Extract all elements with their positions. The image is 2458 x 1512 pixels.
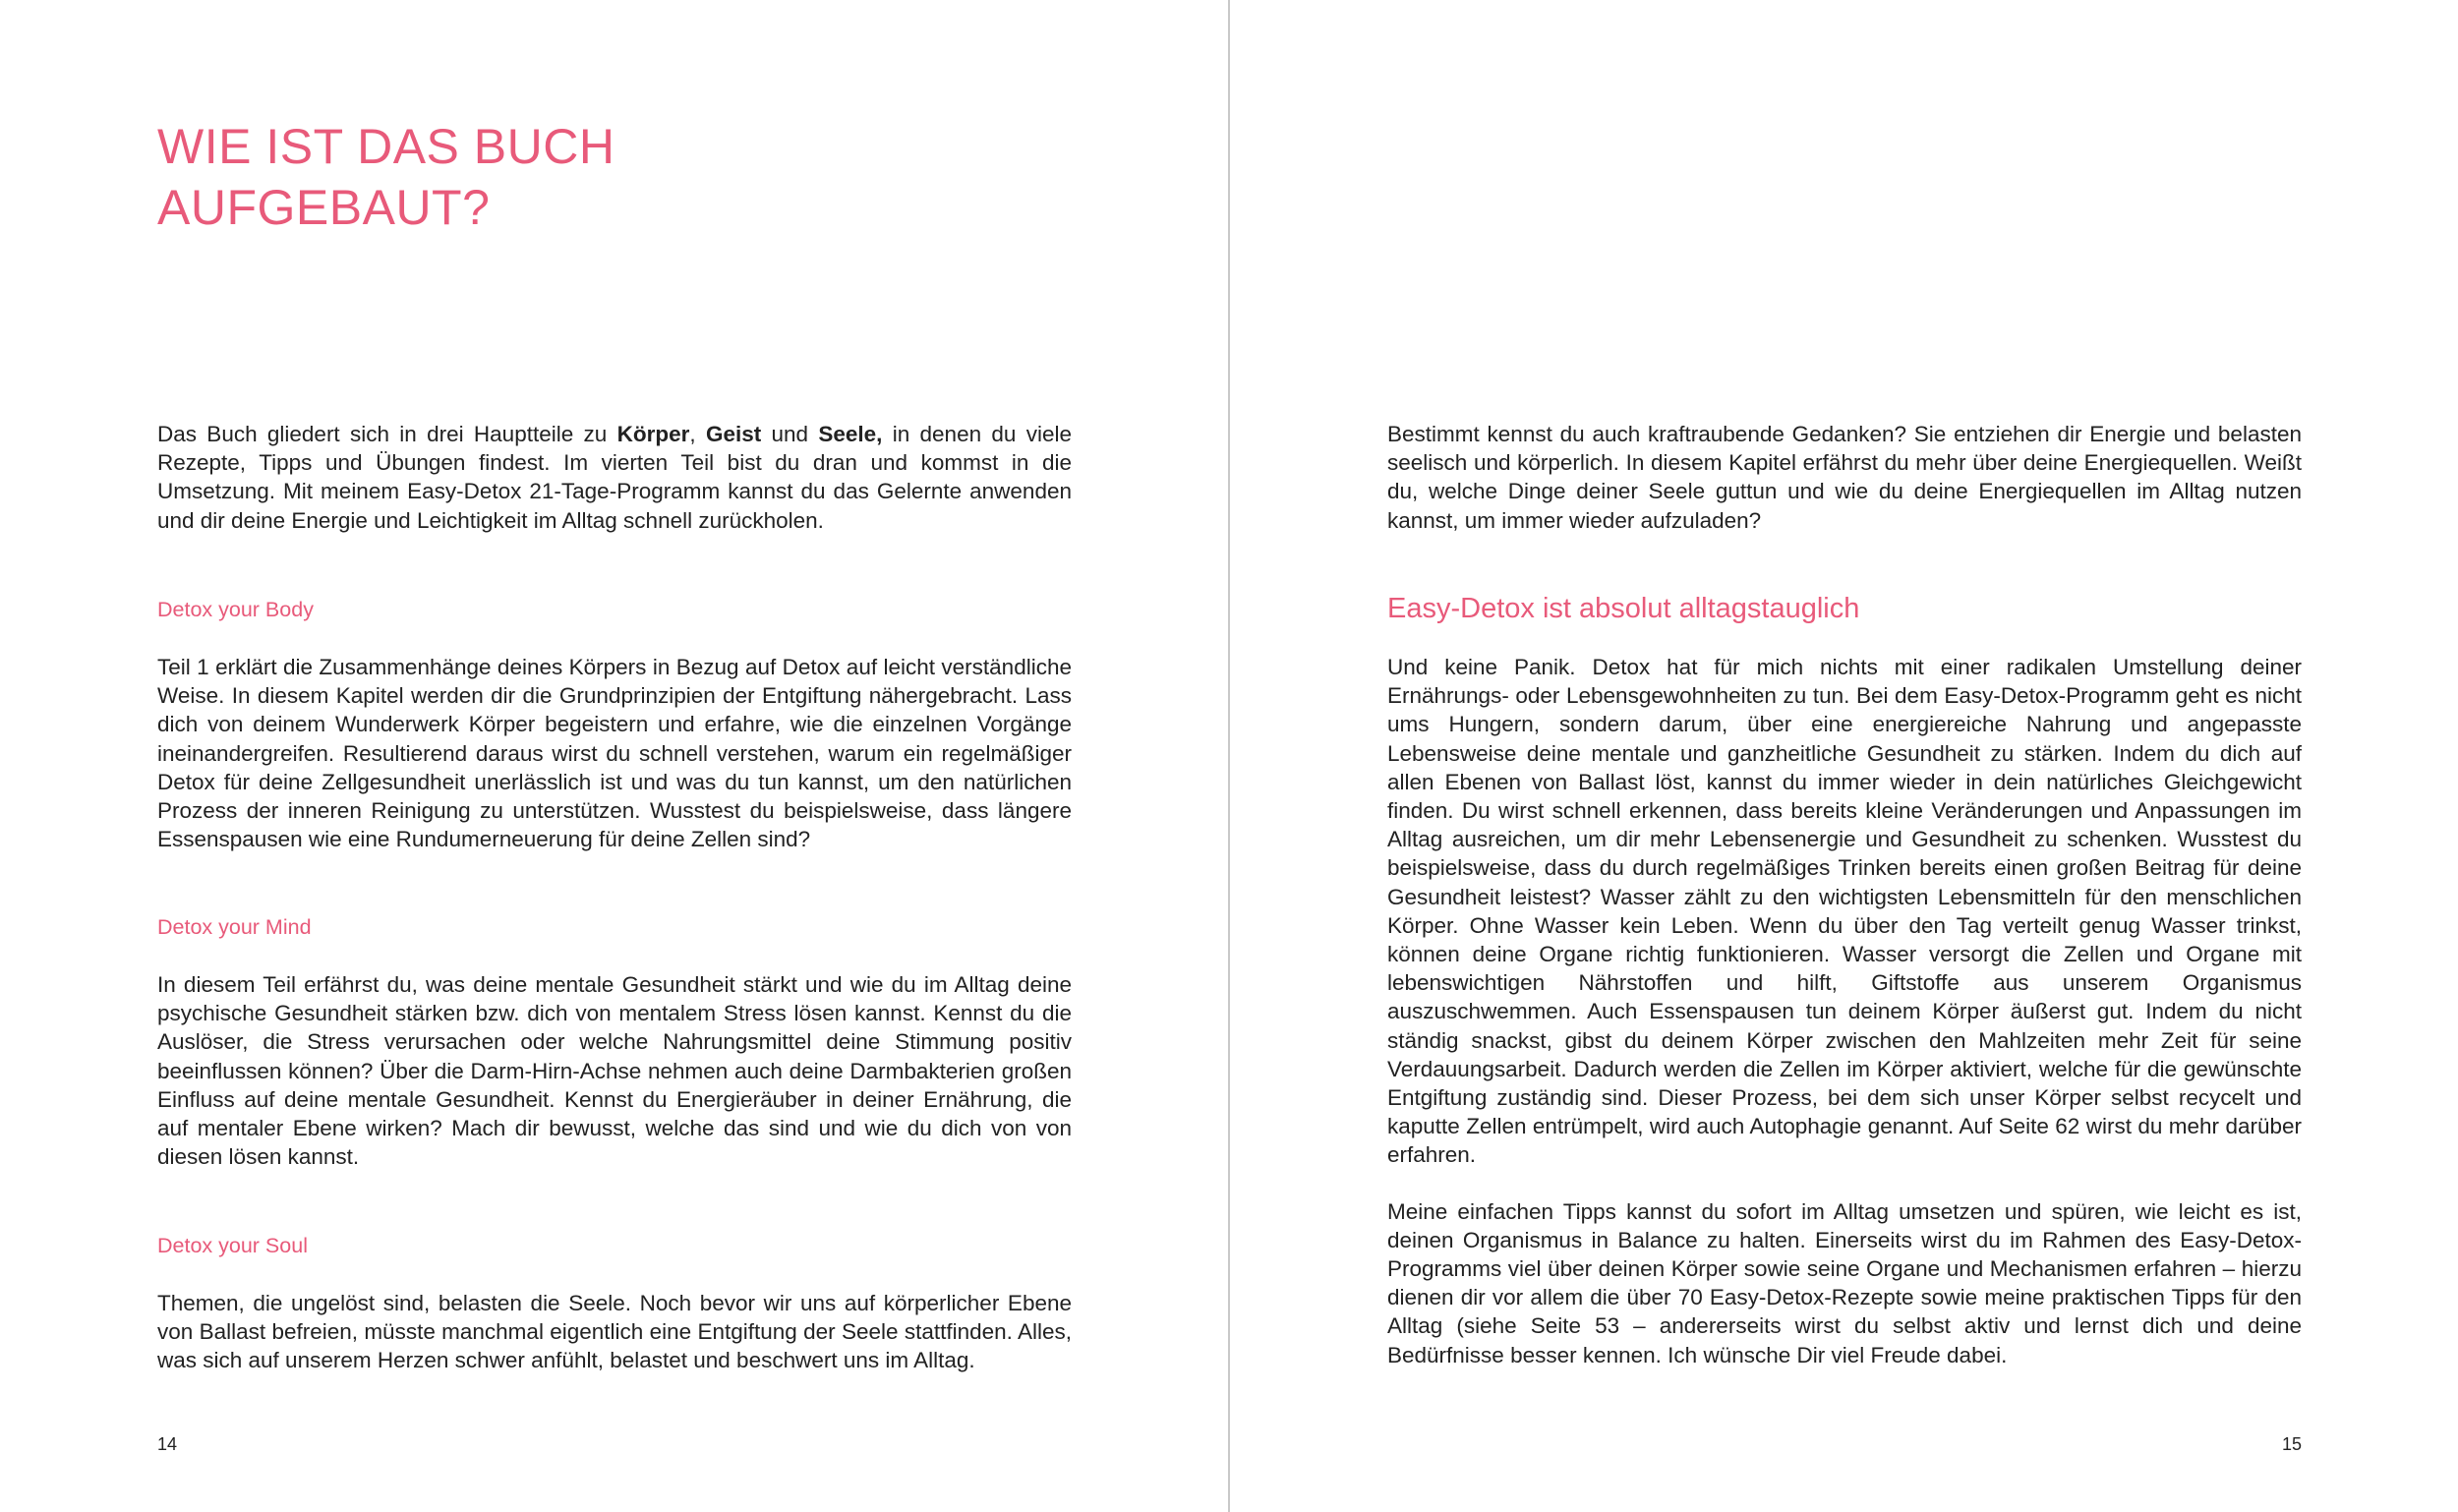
page-number: 14 [157, 1434, 178, 1454]
section-heading: Detox your Soul [157, 1234, 308, 1257]
section-alltag [1387, 591, 2302, 1369]
section-mind [157, 913, 1072, 1171]
section-text: Themen, die ungelöst sind, belasten die Seele. Noch bevor wir uns auf körperlicher Ebene von Ballast befreien, müsste manchmal eigentlich eine Entgiftung der Seele stattfinden. Alles, was sich auf unserem Herzen schwer anfühlt, belastet und beschwert uns im Alltag. [157, 1291, 1072, 1373]
title-line-2: AUFGEBAUT? [157, 180, 491, 235]
section-heading: Detox your Body [157, 598, 314, 621]
keyword-koerper: Körper [616, 422, 690, 446]
keyword-geist: Geist [705, 422, 762, 446]
right-page [1230, 0, 2458, 1512]
section-heading: Detox your Mind [157, 915, 312, 939]
section-text: Und keine Panik. Detox hat für mich nichts mit einer radikalen Umstellung deiner Ernährungs- oder Lebensgewohnheiten zu tun. Bei dem Easy-Detox-Programm geht es nicht ums Hungern, sondern darum, über eine energiereiche Nahrung und angepasste Lebensweise deine mentale und ganzheitliche Gesundheit zu stärken. Indem du dich auf allen Ebenen von Ballast löst, kannst du immer wieder in dein natürliches Gleichgewicht finden. Du wirst schnell erkennen, dass bereits kleine Veränderungen und Anpassungen im Alltag ausreichen, um dir mehr Lebensenergie und Gesundheit zu schenken. Wusstest du beispielsweise, dass du durch regelmäßiges Trinken bereits einen großen Beitrag für deine Gesundheit leistest? Wasser zählt zu den wichtigsten Lebensmitteln für den menschlichen Körper. Ohne Wasser kein Leben. Wenn du über den Tag verteilt genug Wasser trinkst, können deine Organe richtig funktionieren. Wasser versorgt die Zellen und Organe mit lebenswichtigen Nährstoffen und hilft, Giftstoffe aus unserem Organismus auszuschwemmen. Auch Essenspausen tun deinem Körper äußerst gut. Indem du nicht ständig snackst, gibst du deinem Körper zwischen den Mahlzeiten mehr Zeit für seine Verdauungsarbeit. Dadurch werden die Zellen im Körper aktiviert, welche für die gewünschte Entgiftung zuständig sind. Dieser Prozess, bei dem sich unser Körper selbst recycelt und kaputte Zellen entrümpelt, wird auch Autophagie genannt. Auf Seite 62 wirst du mehr darüber erfahren. [1387, 655, 2302, 1168]
intro-text: , [689, 422, 706, 446]
intro-paragraph [1387, 420, 2302, 535]
section-soul [157, 1232, 1072, 1375]
title-line-1: WIE IST DAS BUCH [157, 119, 615, 174]
intro-text: Bestimmt kennst du auch kraftraubende Gedanken? Sie entziehen dir Energie und belasten seelisch und körperlich. In diesem Kapitel erfährst du mehr über deine Energiequellen. Weißt du, welche Dinge deiner Seele guttun und wie du deine Energiequellen im Alltag nutzen kannst, um immer wieder aufzuladen? [1387, 422, 2302, 533]
section-text: In diesem Teil erfährst du, was deine mentale Gesundheit stärkt und wie du im Alltag deine psychische Gesundheit stärken bzw. dich von mentalem Stress lösen kannst. Kennst du die Auslöser, die Stress verursachen oder welche Nahrungsmittel deine Stimmung positiv beeinflussen können? Über die Darm-Hirn-Achse nehmen auch deine Darmbakterien großen Einfluss auf deine mentale Gesundheit. Kennst du Energieräuber in deiner Ernährung, die auf mentaler Ebene wirken? Mach dir bewusst, welche das sind und wie du dich von von diesen lösen kannst. [157, 972, 1072, 1170]
intro-text: in denen du viele Rezepte, Tipps und Übungen findest. Im vierten Teil bist du dran und kommst in die Umsetzung. Mit meinem Easy-Detox 21-Tage-Programm kannst du das Gelernte anwenden und dir deine Energie und Leichtigkeit im Alltag schnell zurückholen. [157, 422, 1072, 533]
section-heading: Easy-Detox ist absolut alltagstauglich [1387, 593, 1860, 624]
intro-text: und [761, 422, 819, 446]
section-body [157, 596, 1072, 853]
section-text: Meine einfachen Tipps kannst du sofort im Alltag umsetzen und spüren, wie leicht es ist, deinen Organismus in Balance zu halten. Einerseits wirst du im Rahmen des Easy-Detox-Programms viel über deinen Körper sowie seine Organe und Mechanismen erfahren – hierzu dienen dir vor allem die über 70 Easy-Detox-Rezepte sowie meine praktischen Tipps für den Alltag (siehe Seite 53 – andererseits wirst du selbst aktiv und lernst dich und deine Bedürfnisse besser kennen. Ich wünsche Dir viel Freude dabei. [1387, 1198, 2302, 1367]
keyword-seele: Seele, [818, 422, 883, 446]
section-text: Teil 1 erklärt die Zusammenhänge deines Körpers in Bezug auf Detox auf leicht verständliche Weise. In diesem Kapitel werden dir die Grundprinzipien der Entgiftung nähergebracht. Lass dich von deinem Wunderwerk Körper begeistern und erfahre, wie die einzelnen Vorgänge ineinandergreifen. Resultierend daraus wirst du schnell verstehen, warum ein regelmäßiger Detox für deine Zellgesundheit unerlässlich ist und was du tun kannst, um den natürlichen Prozess der inneren Reinigung zu unterstützen. Wusstest du beispielsweise, dass längere Essenspausen wie eine Rundumerneuerung für deine Zellen sind? [157, 655, 1072, 852]
page-title [157, 116, 614, 238]
intro-text: Das Buch gliedert sich in drei Hauptteile zu [157, 422, 617, 446]
page-number: 15 [2281, 1434, 2302, 1454]
intro-paragraph [157, 420, 1072, 535]
